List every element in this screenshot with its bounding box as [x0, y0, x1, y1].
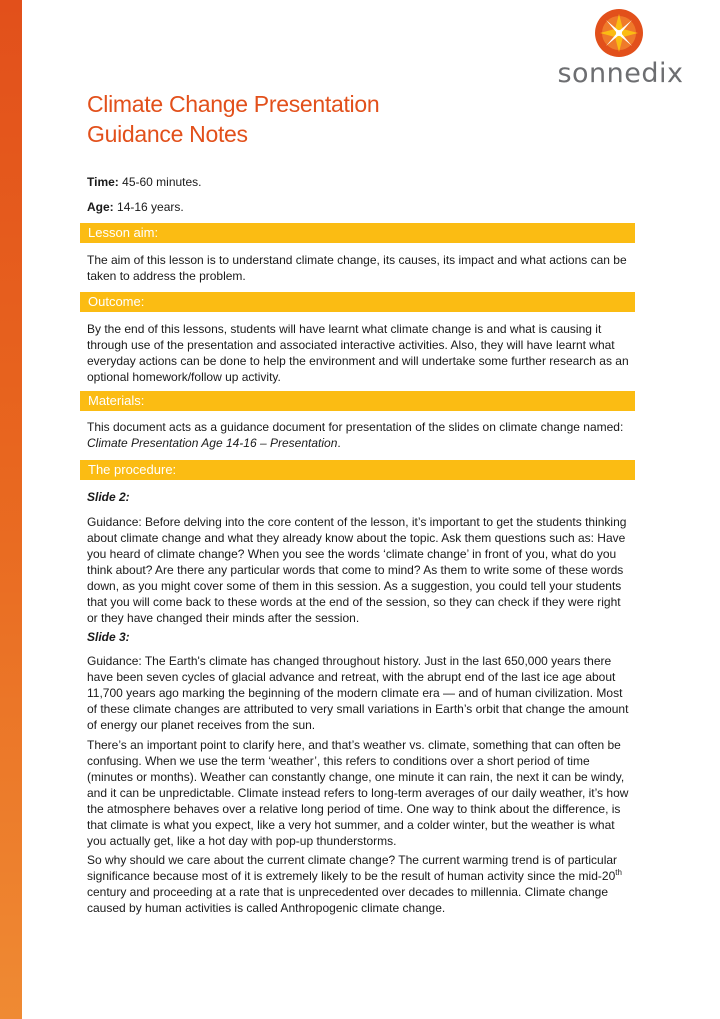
slide-3-guidance-1: Guidance: The Earth's climate has changed throughout history. Just in the last 650,000 years there have been seven cycles of glacial advance and retreat, with the abrupt end of the last ice age about 11,700 years ago marking the beginning of the modern climate era — and of human civilization. Most of these climate changes are attributed to very small variations in Earth’s orbit that change the amount of energy our planet receives from the sun.	[87, 654, 629, 732]
age-value: 14-16 years.	[117, 200, 184, 214]
materials-intro: This document acts as a guidance document for presentation of the slides on climate change named:	[87, 420, 624, 434]
slide-3-guidance-3-a: So why should we care about the current climate change? The current warming trend is of particular significance because most of it is extremely likely to be the result of human activity since the mid-20	[87, 853, 618, 883]
materials-doc-name: Climate Presentation Age 14-16 – Presentation	[87, 436, 338, 450]
materials-heading: Materials:	[80, 391, 635, 411]
age-row	[87, 200, 184, 215]
outcome-text: By the end of this lessons, students will have learnt what climate change is and what is causing it through use of the presentation and associated interactive activities. Also, they will have learnt what everyday actions can be done to help the environment and will undertake some further research as an optional homework/follow up activity.	[87, 322, 629, 384]
lesson-aim-text: The aim of this lesson is to understand climate change, its causes, its impact and what actions can be taken to address the problem.	[87, 253, 627, 283]
materials-text	[87, 419, 632, 451]
lesson-aim-heading: Lesson aim:	[80, 223, 635, 243]
title-line-2: Guidance Notes	[87, 121, 248, 147]
slide-2-guidance: Guidance: Before delving into the core content of the lesson, it’s important to get the students thinking about climate change and what they already know about the topic. Ask them questions such as: Have you heard of climate change? When you see the words ‘climate change’ in front of you, what do you think about? Are there any particular words that come to mind? As them to write some of these words down, as you might cover some of them in this session. As a suggestion, you could tell your students that you will come back to these words at the end of the session, so they can check if they were right or they have changed their minds after the session.	[87, 515, 627, 625]
side-accent-bar	[0, 0, 22, 1019]
time-value: 45-60 minutes.	[122, 175, 202, 189]
slide-3-guidance-3	[87, 852, 632, 916]
page-title	[87, 89, 379, 149]
slide-3-label-text: Slide 3:	[87, 630, 130, 644]
slide-2-label	[87, 489, 632, 505]
slide-3-guidance-3-b: century and proceeding at a rate that is unprecedented over decades to millennia. Climate change caused by human activities is called Anthropogenic climate change.	[87, 885, 608, 915]
slide-3-guidance-2: There’s an important point to clarify here, and that’s weather vs. climate, something that can often be confusing. When we use the term ‘weather’, this refers to conditions over a short period of time (minutes or months). Weather can constantly change, one minute it can rain, the next it can be windy, and it can be unpredictable. Climate instead refers to long-term averages of our daily weather, it’s how the atmosphere behaves over a relative long period of time. One way to think about the difference, is that climate is what you expect, like a very hot summer, and a colder winter, but the weather is what you actually get, like a hot day with pop-up thunderstorms.	[87, 738, 629, 848]
logo-wordmark: sonnedix	[557, 58, 684, 89]
outcome-heading: Outcome:	[80, 292, 635, 312]
sonnedix-logo	[548, 6, 693, 89]
superscript-th: th	[615, 868, 622, 877]
materials-doc-suffix: .	[337, 436, 341, 450]
sun-icon	[594, 8, 644, 58]
time-row	[87, 175, 202, 190]
title-line-1: Climate Change Presentation	[87, 91, 380, 117]
procedure-heading: The procedure:	[80, 460, 635, 480]
age-label: Age:	[87, 200, 114, 214]
slide-2-label-text: Slide 2:	[87, 490, 130, 504]
slide-3-label	[87, 629, 632, 645]
time-label: Time:	[87, 175, 119, 189]
